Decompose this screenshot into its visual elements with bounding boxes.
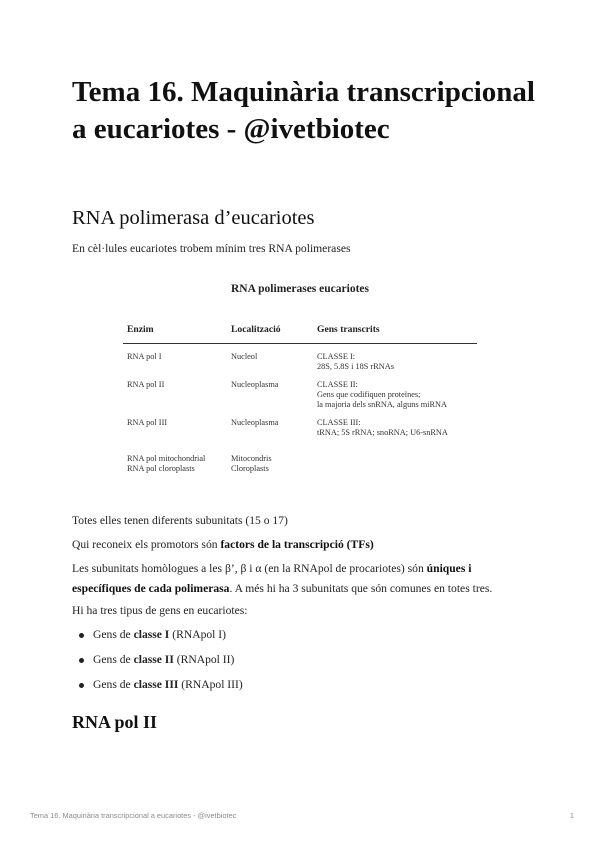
- page-number: 1: [569, 811, 574, 820]
- cell-gens: [313, 454, 477, 474]
- cell-enzim: [123, 454, 227, 474]
- enzim-line: RNA pol mitochondrial: [127, 454, 206, 463]
- list-item: [72, 675, 243, 700]
- table-row: [123, 352, 477, 372]
- gene-class-list: [72, 625, 243, 700]
- page-footer: [30, 811, 574, 820]
- list-item: [72, 625, 243, 650]
- rna-polymerases-table: [123, 325, 477, 474]
- cell-enzim: RNA pol II: [127, 380, 165, 389]
- section-heading-rna-polimerasa: RNA polimerasa d’eucariotes: [72, 207, 315, 229]
- header-gens-transcrits: Gens transcrits: [313, 325, 477, 344]
- bullet-icon: [79, 658, 84, 663]
- paragraph-homologues: [72, 559, 532, 599]
- bullet-icon: [79, 683, 84, 688]
- cell-gens: [313, 352, 477, 372]
- table-row: [123, 454, 477, 474]
- cell-enzim: RNA pol I: [127, 352, 162, 361]
- text-run: (RNApol I): [169, 628, 227, 641]
- gens-detail-line: Gens que codifiquen proteïnes;: [317, 390, 421, 399]
- page-title: Tema 16. Maquinària transcripcional a eucariotes - @ivetbiotec: [72, 76, 535, 145]
- bold-text: classe I: [133, 628, 170, 641]
- text-run: Gens de: [93, 628, 134, 641]
- cell-localitzacio: Nucleoplasma: [231, 380, 279, 389]
- enzim-line: RNA pol cloroplasts: [127, 464, 195, 473]
- cell-localitzacio: Nucleoplasma: [231, 418, 279, 427]
- list-item: [72, 650, 243, 675]
- cell-gens: [313, 418, 477, 438]
- bullet-icon: [79, 633, 84, 638]
- cell-enzim: RNA pol III: [127, 418, 168, 427]
- text-run: (RNApol III): [178, 678, 243, 691]
- gens-class-line: CLASSE III:: [317, 418, 361, 427]
- text-run: Gens de: [93, 678, 134, 691]
- bold-text: classe III: [133, 678, 179, 691]
- cell-localitzacio: [227, 454, 313, 474]
- cell-gens: [313, 380, 477, 410]
- section-heading-rna-pol-ii: RNA pol II: [72, 712, 158, 732]
- table-header-row: [123, 325, 477, 344]
- text-run: (RNApol II): [173, 653, 235, 666]
- gens-detail-line: la majoria dels snRNA, alguns miRNA: [317, 400, 447, 409]
- text-run: . A més hi ha 3 subunitats que són comunes en totes tres.: [229, 582, 493, 595]
- gens-detail-line: 28S, 5.8S i 18S rRNAs: [317, 362, 394, 371]
- loc-line: Mitocondris: [231, 454, 272, 463]
- text-run: Les subunitats homòlogues a les β’, β i α (en la RNApol de procariotes) són: [72, 562, 427, 575]
- bold-text: classe II: [133, 653, 174, 666]
- table-row: [123, 380, 477, 410]
- gens-detail-line: tRNA; 5S rRNA; snoRNA; U6-snRNA: [317, 428, 448, 437]
- bold-text: úniques i específiques de cada polimerasa: [72, 562, 472, 595]
- text-run: Gens de: [93, 653, 134, 666]
- footer-text: Tema 16. Maquinària transcripcional a eucariotes - @ivetbiotec: [30, 811, 237, 820]
- table-row: [123, 418, 477, 438]
- intro-paragraph: En cèl·lules eucariotes trobem mínim tres RNA polimerases: [72, 242, 351, 255]
- header-localitzacio: Localització: [227, 325, 313, 344]
- header-enzim: Enzim: [123, 325, 227, 344]
- paragraph-promotors: [72, 535, 532, 555]
- gens-class-line: CLASSE I:: [317, 352, 356, 361]
- bold-text: factors de la transcripció (TFs): [220, 538, 374, 551]
- gens-class-line: CLASSE II:: [317, 380, 358, 389]
- text-run: Qui reconeix els promotors són: [72, 538, 221, 551]
- figure-title: RNA polimerases eucariotes: [231, 283, 369, 295]
- paragraph-tipus-gens: Hi ha tres tipus de gens en eucariotes:: [72, 604, 248, 617]
- paragraph-subunitats: Totes elles tenen diferents subunitats (15 o 17): [72, 514, 288, 527]
- cell-localitzacio: Nucleol: [231, 352, 258, 361]
- loc-line: Cloroplasts: [231, 464, 269, 473]
